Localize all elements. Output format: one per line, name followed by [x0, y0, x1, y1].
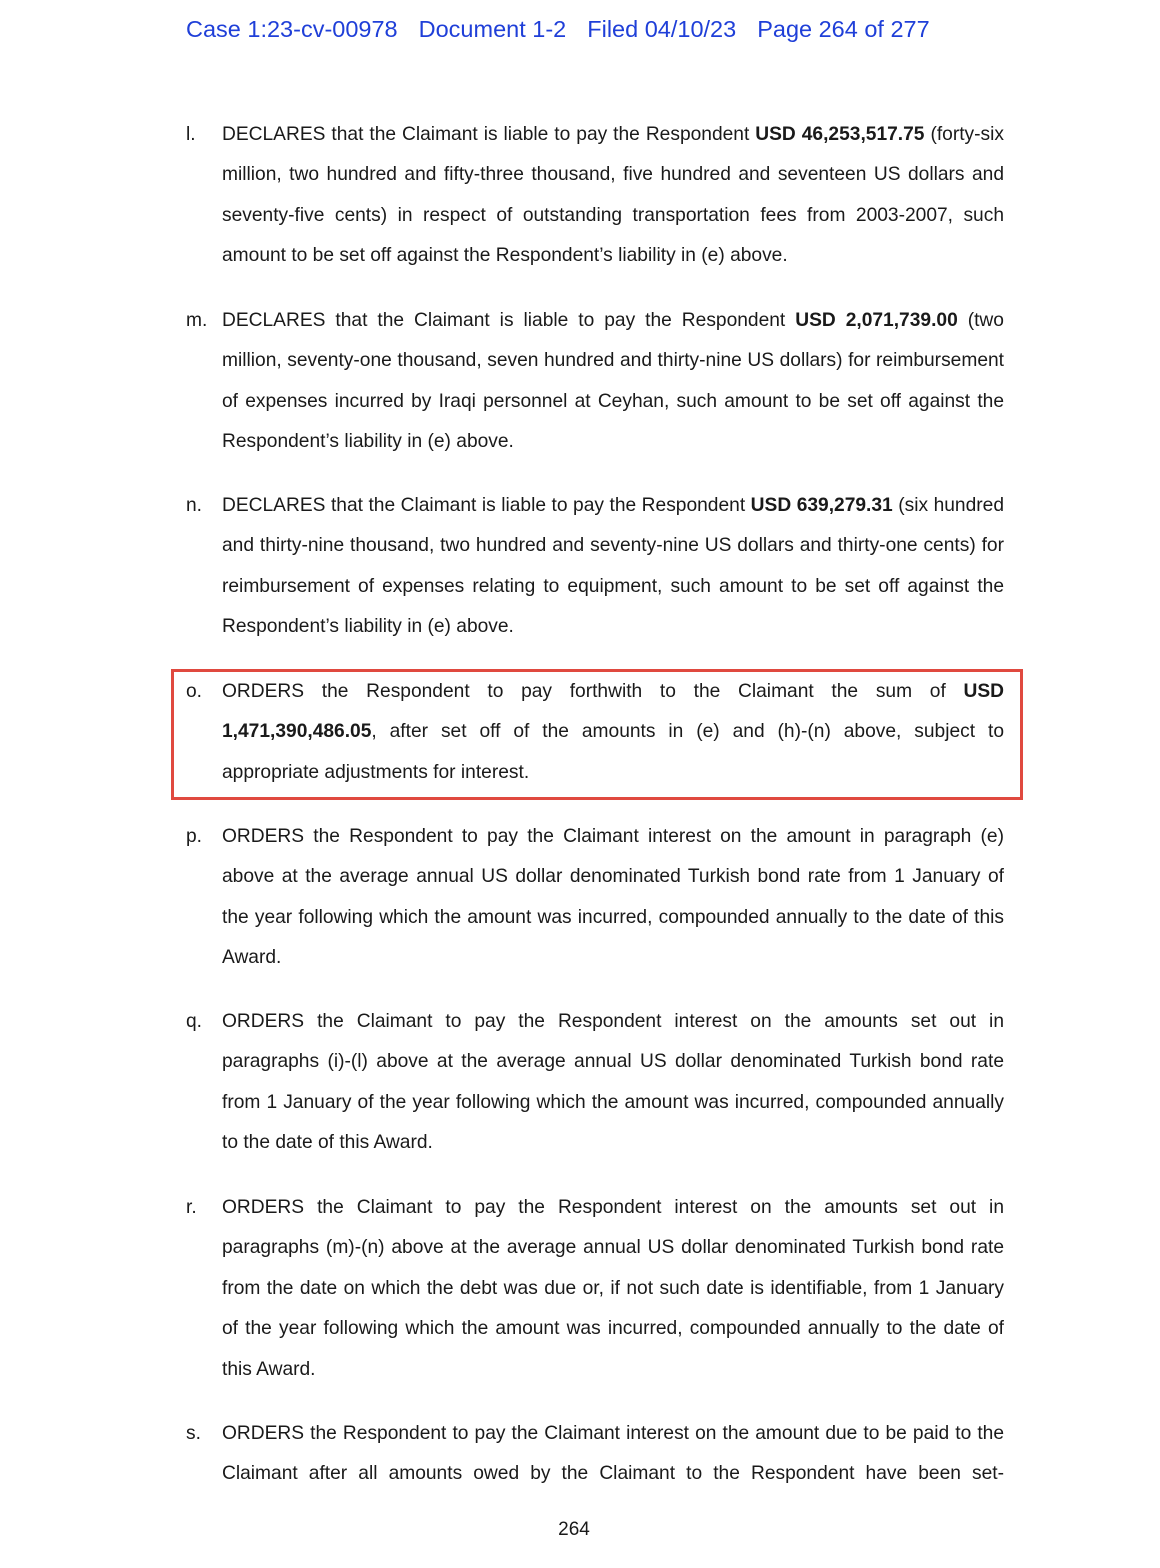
case-header	[186, 16, 951, 43]
paragraph-l	[186, 115, 1004, 277]
document-number: Document 1-2	[418, 16, 567, 42]
amount-bold: USD 1,471,390,486.05	[222, 681, 1004, 743]
paragraph-o	[186, 672, 1004, 793]
paragraph-marker: r.	[186, 1197, 197, 1218]
paragraph-s	[186, 1414, 1004, 1495]
paragraph-marker: l.	[186, 124, 196, 145]
paragraph-text: ORDERS the Respondent to pay the Claimant interest on the amount due to be paid to the Claimant after all amounts owed by the Claimant to the Respondent have been set-	[222, 1423, 1004, 1485]
paragraph-text: ORDERS the Respondent to pay forthwith to the Claimant the sum of USD 1,471,390,486.05, after set off of the amounts in (e) and (h)-(n) above, subject to appropriate adjustments for interest.	[222, 681, 1004, 783]
amount-bold: USD 2,071,739.00	[795, 310, 958, 331]
paragraph-text: ORDERS the Respondent to pay the Claimant interest on the amount in paragraph (e) above at the average annual US dollar denominated Turkish bond rate from 1 January of the year following which the amount was incurred, compounded annually to the date of this Award.	[222, 826, 1004, 969]
paragraph-text: DECLARES that the Claimant is liable to pay the Respondent USD 2,071,739.00 (two million, seventy-one thousand, seven hundred and thirty-nine US dollars) for reimbursement of expenses incurred by Iraqi personnel at Ceyhan, such amount to be set off against the Respondent’s liability in (e) above.	[222, 310, 1004, 453]
paragraph-marker: p.	[186, 826, 203, 847]
paragraph-text: DECLARES that the Claimant is liable to pay the Respondent USD 639,279.31 (six hundred and thirty-nine thousand, two hundred and seventy-nine US dollars and thirty-one cents) for reimbursement of expenses relating to equipment, such amount to be set off against the Respondent’s liability in (e) above.	[222, 495, 1005, 638]
paragraph-marker: o.	[186, 681, 203, 702]
paragraph-marker: n.	[186, 495, 203, 516]
paragraph-text: ORDERS the Claimant to pay the Respondent interest on the amounts set out in paragraphs (m)-(n) above at the average annual US dollar denominated Turkish bond rate from the date on which the debt was due or, if not such date is identifiable, from 1 January of the year following which the amount was incurred, compounded annually to the date of this Award.	[222, 1197, 1004, 1380]
page-number: 264	[558, 1519, 590, 1540]
paragraph-marker: q.	[186, 1011, 203, 1032]
page-indicator: Page 264 of 277	[757, 16, 930, 42]
filed-date: Filed 04/10/23	[587, 16, 737, 42]
paragraph-text: ORDERS the Claimant to pay the Respondent interest on the amounts set out in paragraphs (i)-(l) above at the average annual US dollar denominated Turkish bond rate from 1 January of the year following which the amount was incurred, compounded annually to the date of this Award.	[222, 1011, 1004, 1154]
case-number: Case 1:23-cv-00978	[186, 16, 398, 42]
paragraph-n	[186, 486, 1004, 648]
amount-bold: USD 46,253,517.75	[755, 124, 925, 145]
paragraph-q	[186, 1002, 1004, 1164]
paragraph-marker: s.	[186, 1423, 201, 1444]
paragraph-r	[186, 1188, 1004, 1390]
amount-bold: USD 639,279.31	[750, 495, 893, 516]
paragraph-marker: m.	[186, 310, 208, 331]
paragraph-text: DECLARES that the Claimant is liable to pay the Respondent USD 46,253,517.75 (forty-six million, two hundred and fifty-three thousand, five hundred and seventeen US dollars and seventy-five cents) in respect of outstanding transportation fees from 2003-2007, such amount to be set off against the Respondent’s liability in (e) above.	[222, 124, 1004, 267]
paragraph-m	[186, 301, 1004, 463]
paragraph-p	[186, 817, 1004, 979]
